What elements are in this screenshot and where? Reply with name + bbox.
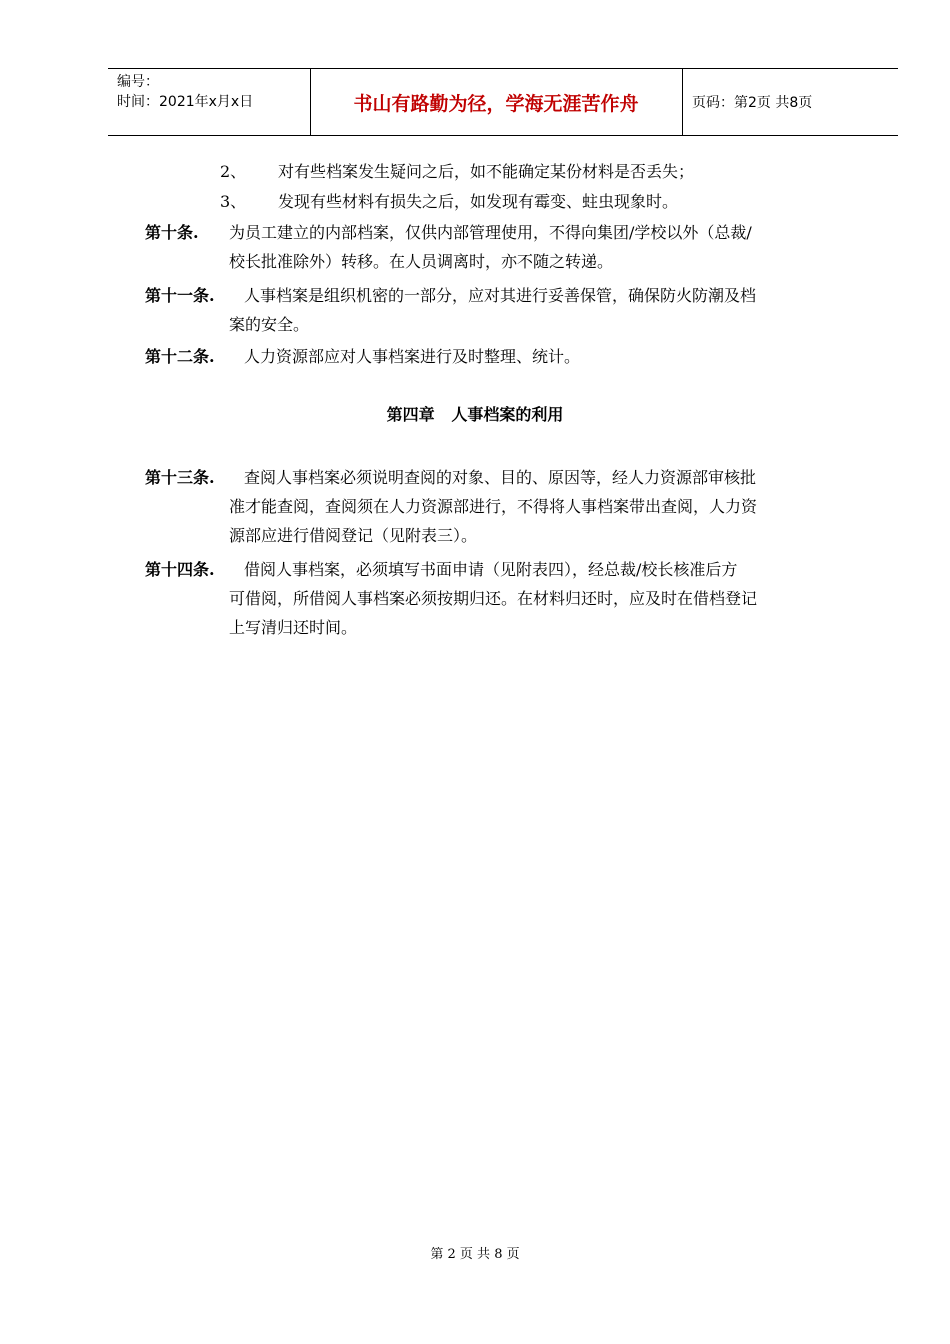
chapter-title: 第四章 人事档案的利用 [386, 405, 564, 424]
list-item-number: 2、 [220, 162, 247, 181]
article-line: 为员工建立的内部档案，仅供内部管理使用，不得向集团/学校以外（总裁/ [229, 223, 752, 242]
document-date: 时间：2021年x月x日 [117, 94, 254, 110]
document-number: 编号： [117, 74, 159, 90]
header-page-info: 页码：第2页 共8页 [692, 95, 813, 111]
list-item-number: 3、 [220, 192, 247, 211]
article-line: 借阅人事档案，必须填写书面申请（见附表四），经总裁/校长核准后方 [244, 560, 738, 579]
article-line: 源部应进行借阅登记（见附表三）。 [229, 526, 478, 545]
article-11 [145, 281, 865, 339]
header-motto-cell [310, 69, 683, 135]
article-13 [145, 463, 865, 550]
article-line: 校长批准除外）转移。在人员调离时，亦不随之转递。 [229, 252, 614, 271]
list-item-text: 发现有些材料有损失之后，如发现有霉变、蛀虫现象时。 [278, 192, 679, 211]
page-footer: 第 2 页 共 8 页 [430, 1247, 520, 1262]
article-line: 人力资源部应对人事档案进行及时整理、统计。 [244, 347, 581, 366]
header-motto: 书山有路勤为径，学海无涯苦作舟 [353, 93, 639, 115]
article-14 [145, 555, 865, 642]
article-line: 人事档案是组织机密的一部分，应对其进行妥善保管，确保防火防潮及档 [244, 286, 757, 305]
list-item [220, 187, 678, 216]
list-item [220, 157, 694, 186]
page-header [108, 68, 898, 136]
article-label: 第十二条. [145, 347, 215, 366]
article-line: 上写清归还时间。 [229, 618, 358, 637]
article-label: 第十条. [145, 223, 199, 242]
article-line: 准才能查阅，查阅须在人力资源部进行，不得将人事档案带出查阅，人力资 [229, 497, 758, 516]
article-12 [145, 342, 865, 371]
list-item-text: 对有些档案发生疑问之后，如不能确定某份材料是否丢失； [278, 162, 695, 181]
header-meta-cell [108, 69, 311, 135]
article-line: 查阅人事档案必须说明查阅的对象、目的、原因等，经人力资源部审核批 [244, 468, 757, 487]
article-label: 第十一条. [145, 286, 215, 305]
article-line: 可借阅，所借阅人事档案必须按期归还。在材料归还时，应及时在借档登记 [229, 589, 758, 608]
article-label: 第十三条. [145, 468, 215, 487]
header-page-cell [682, 69, 898, 135]
article-line: 案的安全。 [229, 315, 310, 334]
article-10 [145, 218, 865, 276]
article-label: 第十四条. [145, 560, 215, 579]
